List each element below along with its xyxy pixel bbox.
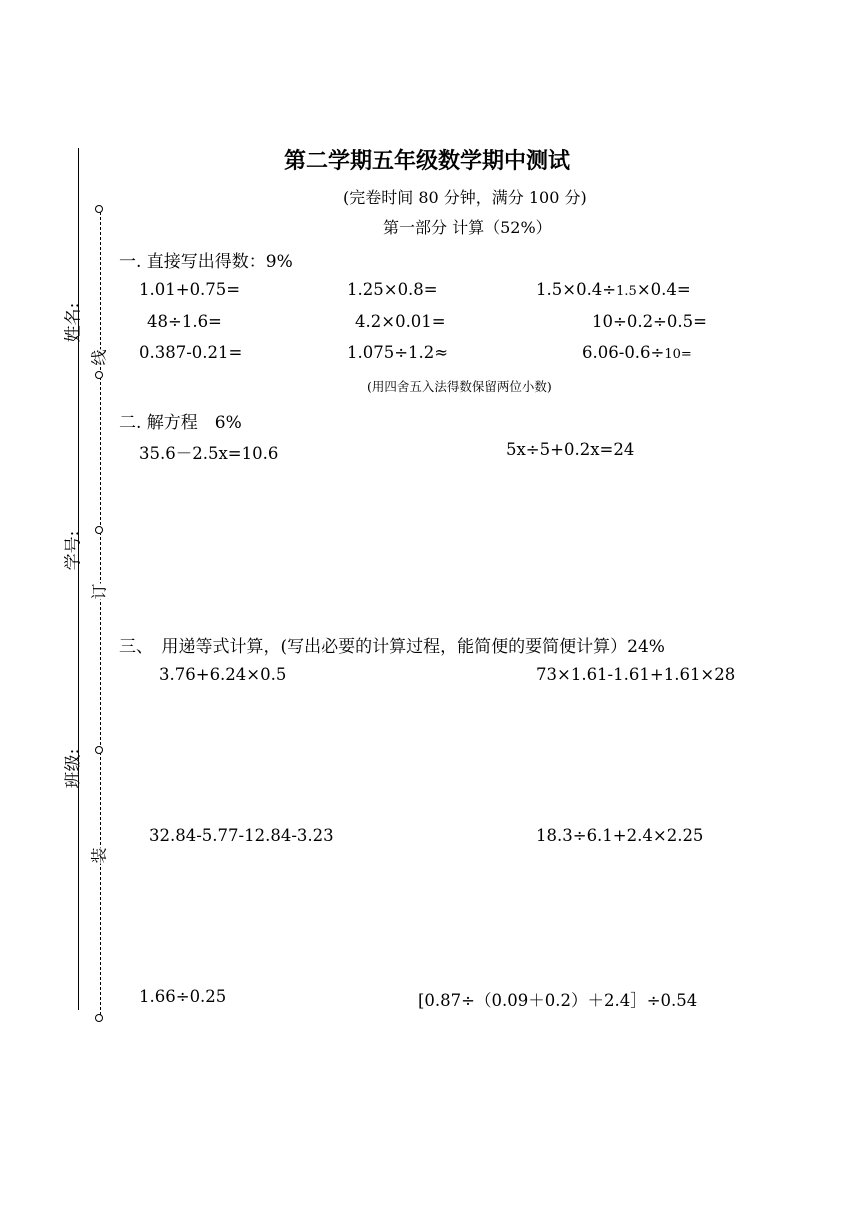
cut-label-ding: 订 [85,583,112,599]
problem-part-small: 10= [664,347,692,362]
expression: 18.3÷6.1+2.4×2.25 [536,826,704,845]
equation: 5x÷5+0.2x=24 [506,440,635,459]
exam-title: 第二学期五年级数学期中测试 [284,149,571,174]
margin-solid-line [78,148,79,1010]
rounding-note: (用四舍五入法得数保留两位小数) [367,379,552,394]
problem: 0.387-0.21= [139,343,243,362]
problem: 4.2×0.01= [355,312,446,331]
name-label: 姓名: [63,302,84,343]
problem: 48÷1.6= [147,312,222,331]
part-heading: 第一部分 计算（52%） [383,218,552,237]
problem-part: ×0.4= [636,280,691,299]
cut-label-xian: 线 [85,349,112,365]
expression: [0.87÷（0.09＋0.2）＋2.4］÷0.54 [418,991,698,1010]
exam-subtitle: (完卷时间 80 分钟，满分 100 分) [343,188,587,207]
cut-label-zhuang: 装 [85,847,112,863]
section1-heading: 一. 直接写出得数：9% [119,252,293,272]
cut-circle [95,526,103,534]
section2-heading: 二. 解方程 6% [119,413,242,433]
problem-part: 1.5×0.4÷ [536,280,617,299]
class-label: 班级: [63,748,84,789]
section3-heading: 三、 用递等式计算，(写出必要的计算过程，能简便的要简便计算）24% [119,637,665,657]
margin-cut-line [100,212,101,1020]
problem: 10÷0.2÷0.5= [592,312,707,331]
problem [536,280,691,299]
expression: 1.66÷0.25 [139,987,227,1006]
expression: 73×1.61-1.61+1.61×28 [536,665,736,684]
expression: 3.76+6.24×0.5 [159,665,287,684]
problem [582,343,692,362]
problem: 1.25×0.8= [347,280,438,299]
student-id-label: 学号: [63,530,84,571]
cut-circle [95,1014,103,1022]
expression: 32.84-5.77-12.84-3.23 [149,826,334,845]
cut-circle [95,746,103,754]
equation: 35.6－2.5x=10.6 [139,444,279,463]
problem: 1.01+0.75= [139,280,241,299]
problem-part-small: 1.5 [616,284,637,299]
cut-circle [95,371,103,379]
problem: 1.075÷1.2≈ [347,343,449,362]
problem-part: 6.06-0.6÷ [582,343,665,362]
cut-circle [95,205,103,213]
